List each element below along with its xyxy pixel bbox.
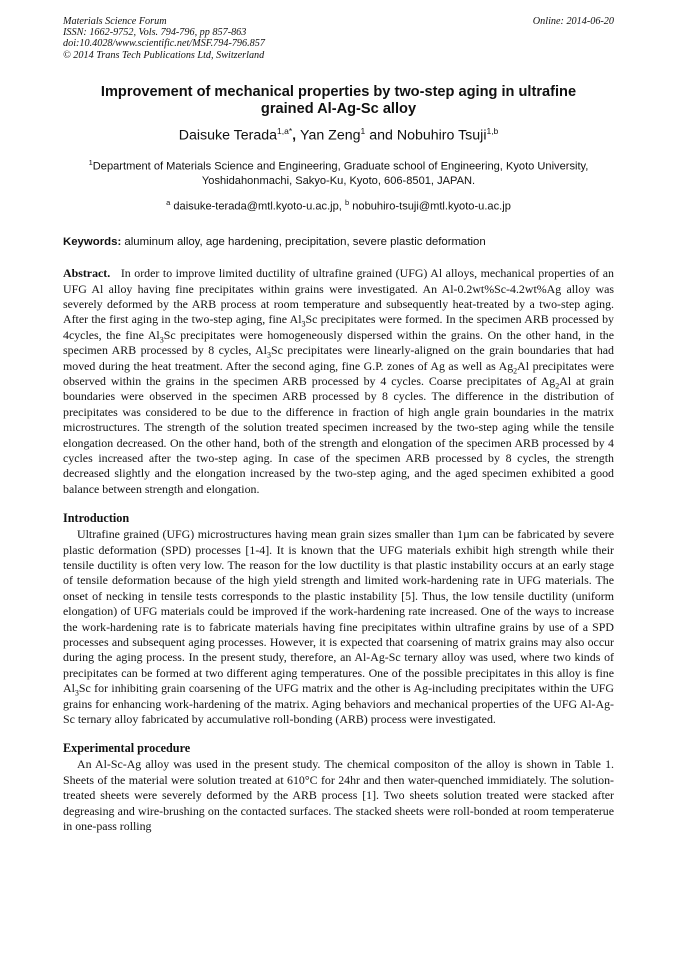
paragraph-text: Sc for inhibiting grain coarsening of the UFG matrix and the other is Ag-including precipitates within the UFG grains for enhancing work-hardening of the matrix. Aging behaviors and mechanical properties of the UFG Al-Ag-Sc ternary alloy fabricated by accumulative roll-bonding (ARB) process were investigated. xyxy=(63,681,614,727)
abstract-text: Sc precipitates were homogeneously dispersed within the grains. On the other hand, in the specimen ARB processed by 8 cycles, Al xyxy=(63,327,614,358)
author-list: Daisuke Terada$^{1,a*}$, Yan Zeng$^1$ and Nobuhiro Tsuji$^{1,b}$ xyxy=(178,126,499,144)
abstract-text: Al at grain boundaries were observed in the specimen ARB processed by 8 cycles. The difference in the distribution of precipitates was considered to be due to the difference in fraction of high angle grain boundaries in the matrix microstructures. The strength of the solution treated specimen increased by the two-step aging while the tensile elongation decreased. On the other hand, both of the strength and elongation of the specimen ARB processed by 4 cycles increased after the two-step aging. In case of the specimen ARB processed by 8 cycles, the strength decreased slightly and the elongation increased by the two-step aging, and the aged specimen exhibited a good balance between strength and elongation. xyxy=(63,373,614,496)
introduction-paragraph xyxy=(63,527,614,727)
email-line: $^a$ daisuke-terada@mtl.kyoto-u.ac.jp, $^b$ nobuhiro-tsuji@mtl.kyoto-u.ac.jp xyxy=(166,198,511,214)
experimental-paragraph: An Al-Sc-Ag alloy was used in the present study. The chemical compositon of the alloy is shown in Table 1. Sheets of the material were solution treated at 610°C for 24hr and then water-quenched immidiately. The solution-treated sheets were severely deformed by the ARB process [1]. Two sheets solution treated were stacked after degreasing and wire-brushing on the contacted surfaces. The stacked sheets were roll-bonded at room temperaterue in one-pass rolling xyxy=(63,757,614,834)
email-address[interactable]: daisuke-terada@mtl.kyoto-u.ac.jp xyxy=(173,201,339,214)
online-date: Online: 2014-06-20 xyxy=(532,16,614,27)
abstract-label: Abstract. xyxy=(63,266,111,281)
keywords-text: aluminum alloy, age hardening, precipitation, severe plastic deformation xyxy=(124,236,486,249)
email-address[interactable]: nobuhiro-tsuji@mtl.kyoto-u.ac.jp xyxy=(352,201,511,214)
issn-line: ISSN: 1662-9752, Vols. 794-796, pp 857-863 xyxy=(63,27,247,39)
email-mark: a xyxy=(166,198,171,208)
author-affiliation-mark: 1 xyxy=(360,126,366,136)
author-name: Nobuhiro Tsuji xyxy=(396,127,487,144)
subscript: 3 xyxy=(74,688,79,698)
subscript: 3 xyxy=(266,350,271,360)
subscript: 3 xyxy=(159,335,164,345)
abstract-text: In order to improve limited ductility of ultrafine grained (UFG) Al alloys, mechanical properties of an UFG Al alloy having fine precipitates within grains were investigated. An Al-0.2wt%Sc-4.2wt%Ag alloy was severely deformed by the ARB process at room temperature and subsequently heat-treated by a two-step aging. After the first aging in the two-step aging, fine Al xyxy=(63,266,614,327)
abstract-text: Sc precipitates were linearly-aligned on the grain boundaries that had moved during the heat treatment. After the second aging, fine G.P. zones of Ag as well as Ag xyxy=(63,343,615,373)
subscript: 2 xyxy=(555,381,560,391)
affiliation-text: Department of Materials Science and Engineering, Graduate school of Engineering, Kyoto University, Yoshidahonmachi, Sakyo-Ku, Kyoto, 606-8501, JAPAN. xyxy=(92,160,589,187)
abstract-text: Al precipitates were observed within the grains in the specimen ARB processed by 4 cycles. Coarse precipitates of Ag xyxy=(63,358,614,388)
keywords-label: Keywords: xyxy=(63,236,122,249)
journal-header xyxy=(63,0,614,64)
journal-name: Materials Science Forum xyxy=(63,16,167,27)
paragraph-text: Ultrafine grained (UFG) microstructures having mean grain sizes smaller than 1µm can be fabricated by severe plastic deformation (SPD) processes [1-4]. It is known that the UFG materials exhibit high strength while their tensile ductility is often very low. The reason for the low ductility is that plastic instability occurs at an early stage of tensile deformation because of the high yield strength and limited work-hardening rate in UFG materials. The onset of necking in tensile tests corresponds to the plastic instability [5]. Thus, the low tensile ductility (uniform elongation) of UFG materials could be improved if the work-hardening rate increased. One of the ways to increase the work-hardening rate is to fabricate materials having fine precipitates within ultrafine grains by use of a SPD processes and subsequent aging processes. However, it is expected that coarsening of matrix grains may also occur during the aging process. In the present study, therefore, an Al-Ag-Sc ternary alloy was used, where two kinds of precipitates can be formed at two different aging temperatures. One of the possible precipitates in this alloy is fine Al xyxy=(63,527,614,696)
author-name: Daisuke Terada xyxy=(178,127,278,144)
affiliation-mark: 1 xyxy=(88,157,93,167)
section-heading-introduction: Introduction xyxy=(63,511,130,526)
subscript: 2 xyxy=(513,365,518,375)
section-heading-experimental: Experimental procedure xyxy=(63,741,191,756)
affiliation xyxy=(69,156,608,189)
author-name: Yan Zeng xyxy=(300,127,361,144)
doi-line: doi:10.4028/www.scientific.net/MSF.794-796.857 xyxy=(63,38,265,50)
author-separator: and xyxy=(365,127,397,144)
keywords xyxy=(63,235,614,249)
copyright-line: © 2014 Trans Tech Publications Ltd, Switzerland xyxy=(63,49,265,61)
paper-title: Improvement of mechanical properties by two-step aging in ultrafine grained Al-Ag-Sc alloy xyxy=(100,84,577,117)
author-affiliation-mark: 1,a* xyxy=(277,126,293,136)
abstract-text: Sc precipitates were formed. In the specimen ARB processed by 4cycles, the fine Al xyxy=(63,312,615,342)
abstract xyxy=(63,266,614,497)
email-mark: b xyxy=(344,198,350,208)
author-affiliation-mark: 1,b xyxy=(486,126,499,136)
subscript: 3 xyxy=(301,319,306,329)
